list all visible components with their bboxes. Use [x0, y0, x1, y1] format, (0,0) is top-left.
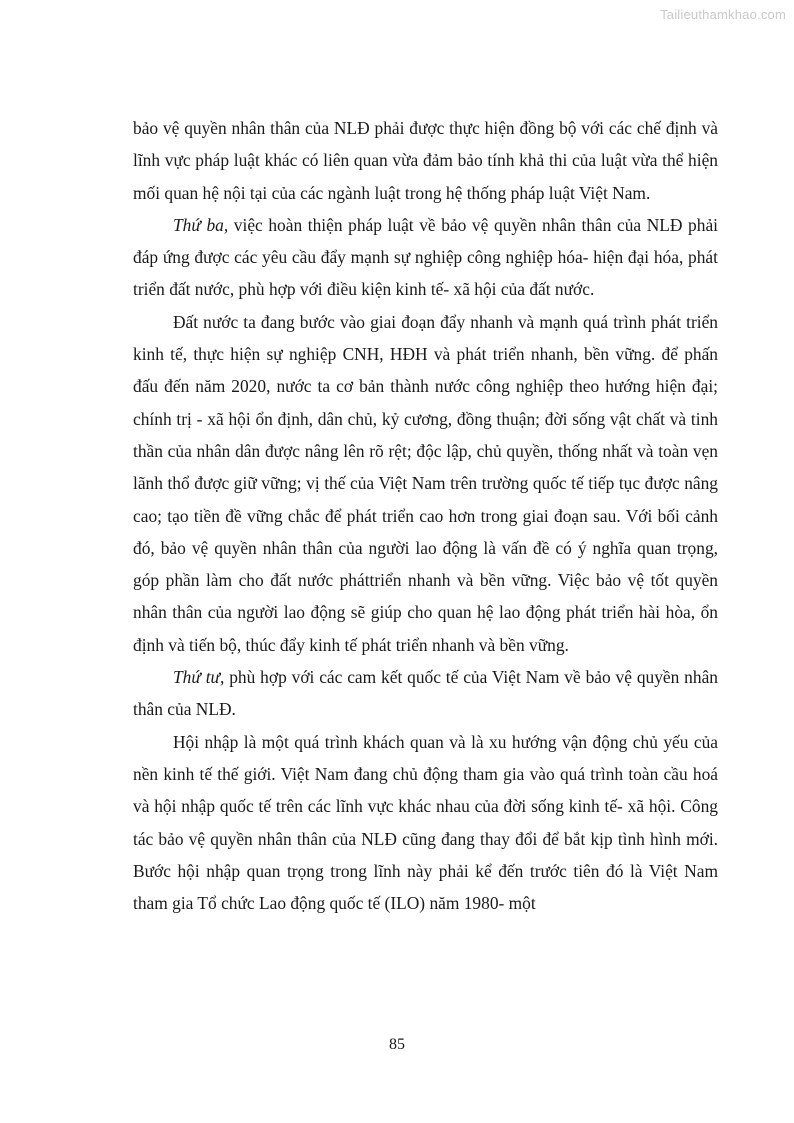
paragraph-text: Hội nhập là một quá trình khách quan và là xu hướng vận động chủ yếu của nền kinh tế thế giới. Việt Nam đang chủ động tham gia vào quá trình toàn cầu hoá và hội nhập quốc tế trên các lĩnh vực khác nhau của đời sống kinh tế- xã hội. Công tác bảo vệ quyền nhân thân của NLĐ cũng đang thay đổi để bắt kịp tình hình mới. Bước hội nhập quan trọng trong lĩnh này phải kể đến trước tiên đó là Việt Nam tham gia Tổ chức Lao động quốc tế (ILO) năm 1980- một	[133, 731, 718, 914]
paragraph-text: Đất nước ta đang bước vào giai đoạn đẩy nhanh và mạnh quá trình phát triển kinh tế, thực hiện sự nghiệp CNH, HĐH và phát triển nhanh, bền vững. để phấn đấu đến năm 2020, nước ta cơ bản thành nước công nghiệp theo hướng hiện đại; chính trị - xã hội ổn định, dân chủ, kỷ cương, đồng thuận; đời sống vật chất và tinh thần của nhân dân được nâng lên rõ rệt; độc lập, chủ quyền, thống nhất và toàn vẹn lãnh thổ được giữ vững; vị thế của Việt Nam trên trường quốc tế tiếp tục được nâng cao; tạo tiền đề vững chắc để phát triển cao hơn trong giai đoạn sau. Với bối cảnh đó, bảo vệ quyền nhân thân của người lao động là vấn đề có ý nghĩa quan trọng, góp phần làm cho đất nước pháttriển nhanh và bền vững. Việc bảo vệ tốt quyền nhân thân của người lao động sẽ giúp cho quan hệ lao động phát triển hài hòa, ổn định và tiến bộ, thúc đẩy kinh tế phát triển nhanh và bền vững.	[133, 311, 718, 655]
paragraph-lead: Thứ ba,	[173, 214, 229, 235]
paragraph-text: việc hoàn thiện pháp luật về bảo vệ quyền nhân thân của NLĐ phải đáp ứng được các yêu cầu đẩy mạnh sự nghiệp công nghiệp hóa- hiện đại hóa, phát triển đất nước, phù hợp với điều kiện kinh tế- xã hội của đất nước.	[133, 214, 718, 300]
paragraph-2	[133, 209, 718, 306]
paragraph-lead: Thứ tư,	[173, 667, 225, 688]
paragraph-5	[133, 726, 718, 920]
paragraph-3	[133, 306, 718, 661]
paragraph-text: phù hợp với các cam kết quốc tế của Việt Nam về bảo vệ quyền nhân thân của NLĐ.	[133, 667, 718, 720]
paragraph-4	[133, 661, 718, 726]
document-body	[133, 112, 718, 919]
page-number: 85	[389, 1036, 405, 1053]
paragraph-text: bảo vệ quyền nhân thân của NLĐ phải được thực hiện đồng bộ với các chế định và lĩnh vực pháp luật khác có liên quan vừa đảm bảo tính khả thi của luật vừa thể hiện mối quan hệ nội tại của các ngành luật trong hệ thống pháp luật Việt Nam.	[133, 118, 718, 203]
watermark: Tailieuthamkhao.com	[660, 7, 786, 22]
paragraph-1	[133, 112, 718, 209]
